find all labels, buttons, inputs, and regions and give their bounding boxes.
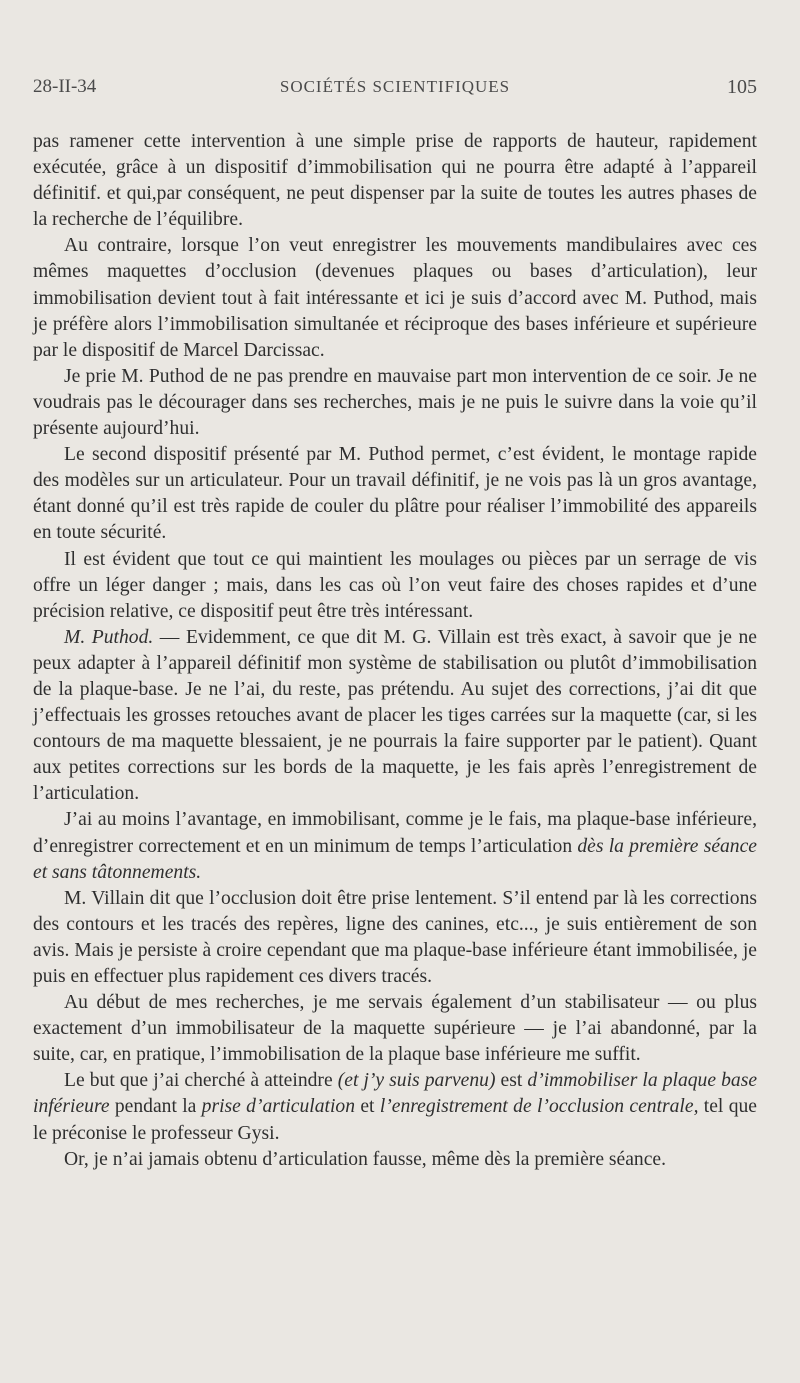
text-run: Le but que j’ai cherché à atteindre	[64, 1070, 338, 1092]
text-run: Au début de mes recherches, je me servais également d’un stabilisateur — ou plus exactement d’un immobilisateur de la maquette supérieure — je l’ai abandonné, par la suite, car, en pratique, l’immobilisation de la plaque base inférieure me suffit.	[33, 992, 757, 1066]
italic-text: l’enregistrement de l’occlusion centrale,	[379, 1096, 699, 1118]
text-run: M. Villain dit que l’occlusion doit être prise lentement. S’il entend par là les corrections des contours et les tracés des repères, ligne des canines, etc..., je suis entièrement de son avis. Mais je persiste à croire cependant que ma plaque-base inférieure étant immobilisée, je puis en effectuer plus rapidement ces divers tracés.	[33, 887, 757, 987]
italic-text: prise d’articulation	[201, 1096, 356, 1118]
text-run: est	[495, 1070, 528, 1092]
paragraph	[33, 886, 757, 990]
text-run: Il est évident que tout ce qui maintient les moulages ou pièces par un serrage de vis offre un léger danger ; mais, dans les cas où l’on veut faire des choses rapides et d’une précision relative, ce dispositif peut être très intéressant.	[33, 548, 757, 622]
header-title: SOCIÉTÉS SCIENTIFIQUES	[279, 77, 511, 96]
article-body	[33, 129, 757, 1173]
text-run: et	[355, 1096, 380, 1118]
text-run: Au contraire, lorsque l’on veut enregistrer les mouvements mandibulaires avec ces mêmes maquettes d’occlusion (devenues plaques ou bases d’articulation), leur immobilisation devient tout à fait intéressante et ici je suis d’accord avec M. Puthod, mais je préfère alors l’immobilisation simultanée et réciproque des bases inférieure et supérieure par le dispositif de Marcel Darcissac.	[33, 235, 757, 361]
text-run: — Evidemment, ce que dit M. G. Villain est très exact, à savoir que je ne peux adapter à l’appareil définitif mon système de stabilisation ou plutôt d’immobilisation de la plaque-base. Je ne l’ai, du reste, pas prétendu. Au sujet des corrections, j’ai dit que j’effectuais les grosses retouches avant de placer les tiges carrées sur la maquette (car, si les contours de ma maquette blessaient, je ne pourrais la faire supporter par le patient). Quant aux petites corrections sur les bords de la maquette, je les fais après l’enregistrement de l’articulation.	[33, 626, 757, 805]
paragraph	[33, 1147, 757, 1173]
text-run: tel que le préconise le professeur Gysi.	[33, 1096, 757, 1144]
text-run: Le second dispositif présenté par M. Puthod permet, c’est évident, le montage rapide des modèles sur un articulateur. Pour un travail définitif, je ne vois pas là un gros avantage, étant donné qu’il est très rapide de couler du plâtre pour réaliser l’immobilité des appareils en toute sécurité.	[33, 444, 757, 544]
italic-text: M. Puthod.	[64, 626, 154, 648]
header-date: 28-II-34	[33, 76, 97, 97]
italic-text: dès la première séance et sans tâtonnements.	[33, 835, 757, 883]
text-run: Or, je n’ai jamais obtenu d’articulation fausse, même dès la première séance.	[64, 1148, 667, 1170]
paragraph	[33, 990, 757, 1068]
paragraph	[33, 233, 757, 363]
page-number: 105	[727, 76, 757, 98]
italic-text: d’immobiliser la plaque base inférieure	[33, 1070, 758, 1118]
running-header	[33, 76, 757, 106]
paragraph	[33, 442, 757, 546]
paragraph	[33, 129, 757, 233]
paragraph	[33, 547, 757, 625]
paragraph	[33, 364, 757, 442]
text-run: pas ramener cette intervention à une simple prise de rapports de hauteur, rapidement exécutée, grâce à un dispositif d’immobilisation qui ne pourra être adapté à l’appareil définitif. et qui,par conséquent, ne peut dispenser par la suite de toutes les autres phases de la recherche de l’équilibre.	[33, 131, 757, 231]
paragraph	[33, 807, 757, 885]
text-run: pendant la	[109, 1096, 202, 1118]
text-run: Je prie M. Puthod de ne pas prendre en mauvaise part mon intervention de ce soir. Je ne voudrais pas le décourager dans ses recherches, mais je ne puis le suivre dans la voie qu’il présente aujourd’hui.	[33, 365, 757, 440]
paragraph	[33, 1068, 757, 1146]
text-run: J’ai au moins l’avantage, en immobilisant, comme je le fais, ma plaque-base inférieure, d’enregistrer correctement et en un minimum de temps l’articulation	[33, 809, 757, 857]
paragraph	[33, 625, 757, 808]
italic-text: (et j’y suis parvenu)	[337, 1070, 496, 1092]
